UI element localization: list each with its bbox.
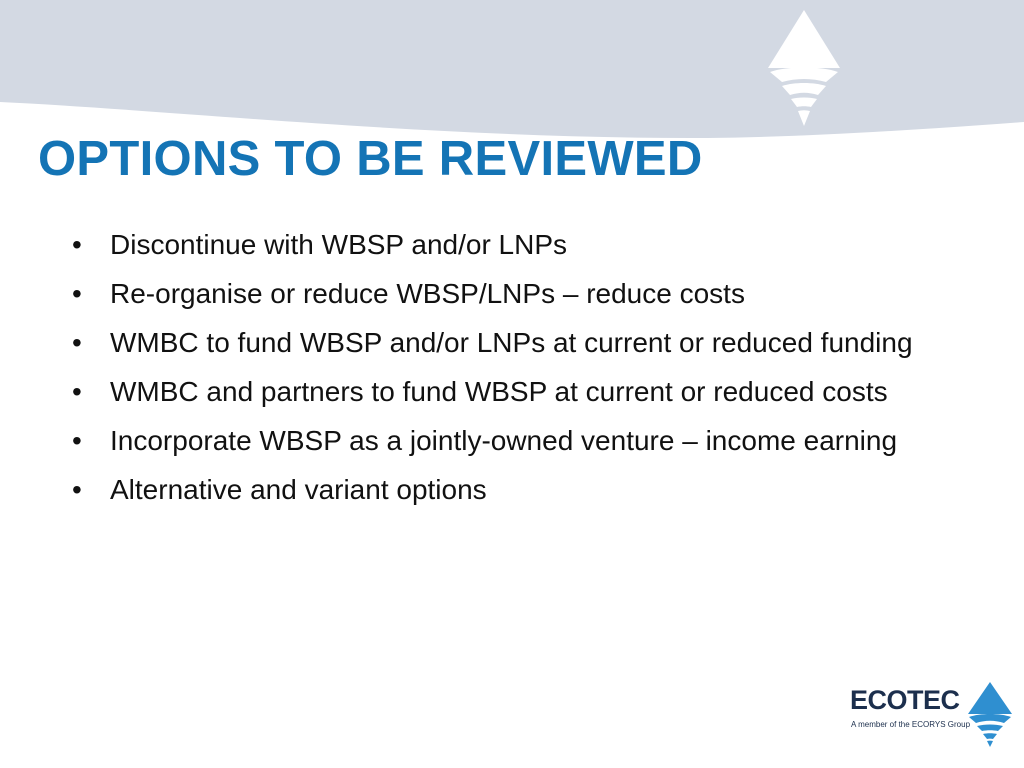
bullet-marker: • (72, 229, 82, 260)
bullet-item (70, 226, 990, 263)
bullet-marker: • (72, 327, 82, 358)
bullet-item (70, 422, 990, 459)
bullet-text: Re-organise or reduce WBSP/LNPs – reduce costs (110, 278, 745, 309)
bullet-marker: • (72, 278, 82, 309)
bullet-item (70, 275, 990, 312)
bullet-text: Alternative and variant options (110, 474, 487, 505)
header-band (0, 0, 1024, 140)
footer-brand: ECOTEC (850, 685, 960, 715)
slide-title: OPTIONS TO BE REVIEWED (38, 132, 703, 186)
footer-tagline: A member of the ECORYS Group (851, 720, 971, 729)
bullet-item (70, 324, 990, 361)
bullet-marker: • (72, 425, 82, 456)
footer-logo (846, 680, 1016, 752)
bullet-list (70, 226, 990, 520)
ecotec-triangle-wave-icon (764, 8, 844, 128)
bullet-item (70, 373, 990, 410)
bullet-marker: • (72, 474, 82, 505)
bullet-text: Incorporate WBSP as a jointly-owned venture – income earning (110, 425, 898, 456)
ecotec-triangle-wave-icon (966, 680, 1014, 748)
bullet-marker: • (72, 376, 82, 407)
bullet-item (70, 471, 990, 508)
bullet-text: WMBC and partners to fund WBSP at current or reduced costs (110, 376, 888, 407)
bullet-text: Discontinue with WBSP and/or LNPs (110, 229, 568, 260)
bullet-text: WMBC to fund WBSP and/or LNPs at current or reduced funding (110, 327, 913, 358)
